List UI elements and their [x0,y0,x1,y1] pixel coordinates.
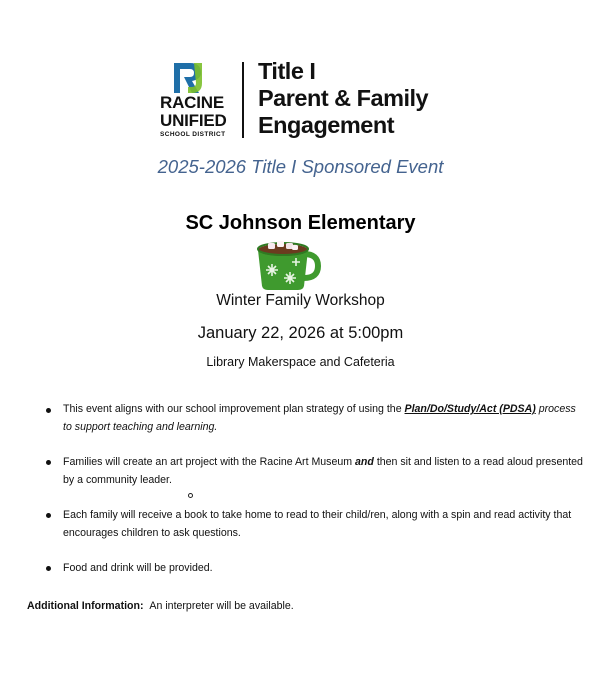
list-item-food: Food and drink will be provided. [63,562,213,574]
program-title-line1: Title I [258,58,316,84]
sponsored-event-subtitle: 2025-2026 Title I Sponsored Event [157,156,444,177]
list-item-art-text: Families will create an art project with the Racine Art Museum [63,456,356,468]
event-date: January 22, 2026 at 5:00pm [197,324,404,342]
list-item-art-tail: then sit and listen to a read aloud presented by a community leader. [63,456,583,486]
list-item-art-emphasis: and [355,456,374,468]
school-name: SC Johnson Elementary [185,212,416,234]
additional-information [27,600,294,612]
additional-information-text: An interpreter will be available. [149,600,294,612]
bullet-marker [46,408,51,413]
list-item-pdsa-tail: process to support teaching and learning. [63,403,576,433]
program-title-line2: Parent & Family [258,85,429,111]
program-title-line3: Engagement [258,112,395,138]
pdsa-link[interactable]: Plan/Do/Study/Act (PDSA) [404,403,536,415]
district-name-line2: UNIFIED [160,111,227,130]
sub-bullet-marker [188,493,193,498]
list-item-book: Each family will receive a book to take home to read to their child/ren, along with a spin and read activity that encourages children to ask questions. [63,509,572,539]
bullet-marker [46,566,51,571]
district-name-line1: RACINE [160,93,224,112]
event-name: Winter Family Workshop [216,292,385,309]
additional-information-label: Additional Information: [27,600,144,612]
list-item-pdsa-text: This event aligns with our school improvement plan strategy of using the [63,403,405,415]
list-item-pdsa [63,401,583,436]
bullet-marker [46,513,51,518]
district-name-line3: SCHOOL DISTRICT [160,131,226,138]
bullet-marker [46,460,51,465]
list-item-art-project [63,454,583,489]
event-location: Library Makerspace and Cafeteria [206,355,395,369]
